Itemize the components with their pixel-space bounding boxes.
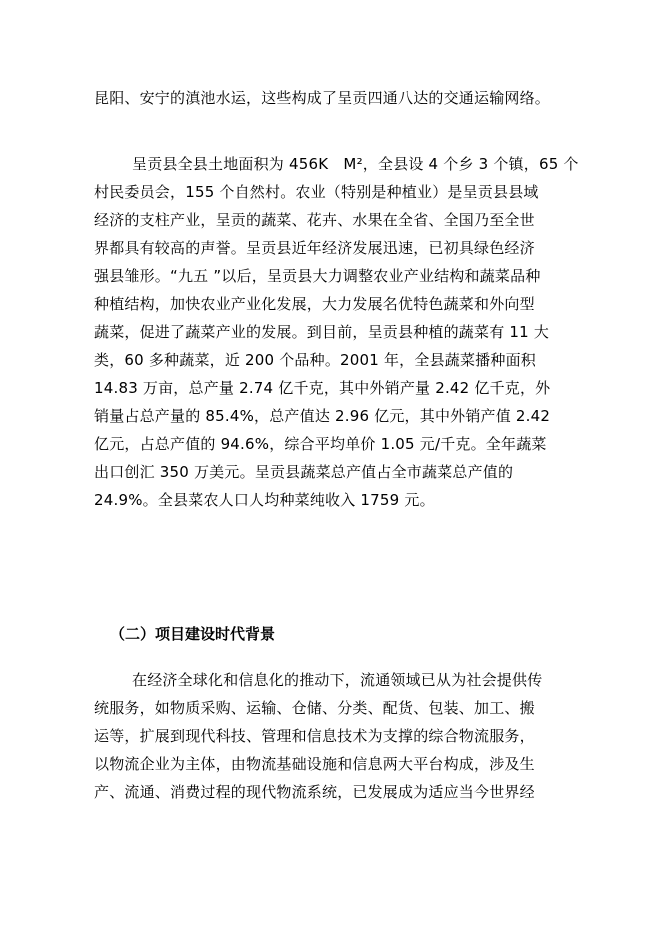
text-line: 经济的支柱产业，呈贡的蔬菜、花卉、水果在全省、全国乃至全世	[94, 211, 535, 229]
text-line: 村民委员会，155 个自然村。农业（特别是种植业）是呈贡县县域	[94, 183, 539, 201]
text-line: 界都具有较高的声誉。呈贡县近年经济发展迅速，已初具绿色经济	[94, 239, 535, 257]
text-line: 产、流通、消费过程的现代物流系统，已发展成为适应当今世界经	[94, 783, 535, 801]
text-line: 在经济全球化和信息化的推动下，流通领域已从为社会提供传	[132, 671, 543, 689]
text-line: 14.83 万亩，总产量 2.74 亿千克，其中外销产量 2.42 亿千克，外	[94, 379, 551, 397]
text-line: 24.9%。全县菜农人口人均种菜纯收入 1759 元。	[94, 491, 435, 509]
text-line: 以物流企业为主体，由物流基础设施和信息两大平台构成，涉及生	[94, 755, 535, 773]
text-line: 亿元，占总产值的 94.6%，综合平均单价 1.05 元/千克。全年蔬菜	[94, 435, 547, 453]
paragraph-transport	[94, 84, 574, 112]
text-line: 强县雏形。“九五 ”以后，呈贡县大力调整农业产业结构和蔬菜品种	[94, 267, 541, 285]
text-line: 类，60 多种蔬菜，近 200 个品种。2001 年，全县蔬菜播种面积	[94, 351, 536, 369]
text-line: 蔬菜，促进了蔬菜产业的发展。到目前，呈贡县种植的蔬菜有 11 大	[94, 323, 550, 341]
paragraph-era-background	[94, 666, 574, 806]
text-line: 统服务，如物质采购、运输、仓储、分类、配货、包装、加工、搬	[94, 699, 535, 717]
text-line: 种植结构，加快农业产业化发展，大力发展名优特色蔬菜和外向型	[94, 295, 535, 313]
paragraph-county-overview	[94, 150, 579, 514]
text-line: 运等，扩展到现代科技、管理和信息技术为支撑的综合物流服务，	[94, 727, 535, 745]
text-line: 昆阳、安宁的滇池水运，这些构成了呈贡四通八达的交通运输网络。	[94, 89, 551, 107]
text-line: 呈贡县全县土地面积为 456K M²，全县设 4 个乡 3 个镇，65 个	[132, 155, 579, 173]
section-heading: （二）项目建设时代背景	[110, 625, 276, 643]
text-line: 销量占总产量的 85.4%，总产值达 2.96 亿元，其中外销产值 2.42	[94, 407, 551, 425]
text-line: 出口创汇 350 万美元。呈贡县蔬菜总产值占全市蔬菜总产值的	[94, 463, 514, 481]
